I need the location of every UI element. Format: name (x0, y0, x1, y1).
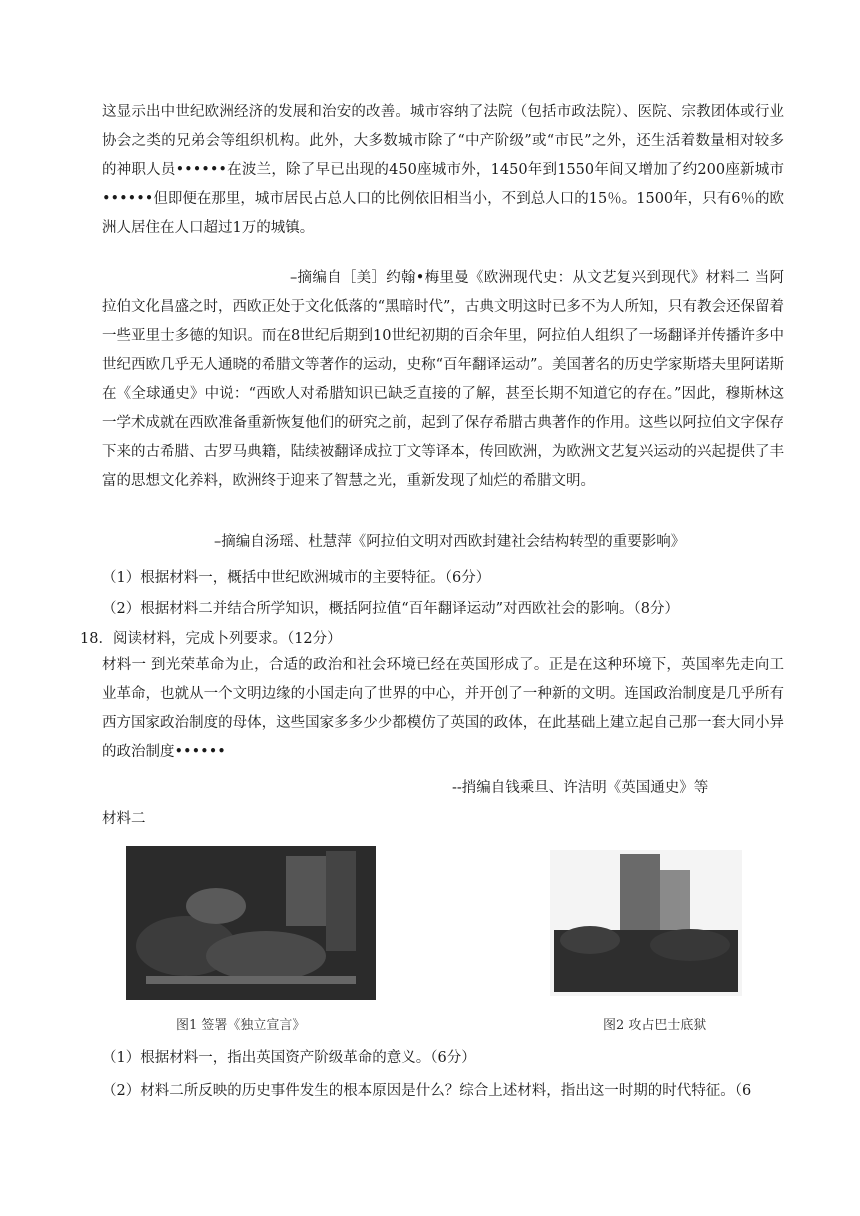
question-17-1: （1）根据材料一，概括中世纪欧洲城市的主要特征。（6分） (102, 570, 491, 586)
question-18-2: （2）材料二所反映的历史事件发生的根本原因是什么？综合上述材料，指出这一时期的时代特征。（6 (102, 1083, 752, 1099)
material-two-label: 材料二 (102, 811, 146, 827)
figure-signing-declaration-image (126, 846, 376, 1000)
figure-storming-bastille-image (550, 850, 742, 996)
question-18-material-one: 材料一 到光荣革命为止，合适的政治和社会环境已经在英国形成了。正是在这种环境下，英国率先走向工业革命，也就从一个文明边缘的小国走向了世界的中心，并开创了一种新的文明。连国政治制度是几乎所有西方国家政治制度的母体，这些国家多多少少都模仿了英国的政体，在此基础上建立起自己那一套大同小异的政治制度•••••• (102, 657, 784, 760)
material-one-paragraph: 这显示出中世纪欧洲经济的发展和治安的改善。城市容纳了法院（包括市政法院）、医院、宗教团体或行业协会之类的兄弟会等组织机构。此外，大多数城市除了“中产阶级”或“市民”之外，还生活着数量相对较多的神职人员••••••在波兰，除了早已出现的450座城市外，1450年到1550年间又增加了约200座新城市••••••但即便在那里，城市居民占总人口的比例依旧相当小，不到总人口的15％。1500年，只有6％的欧洲人居住在人口超过1万的城镇。 (102, 104, 784, 236)
figure-1-caption: 图1 签署《独立宣言》 (176, 1018, 306, 1033)
question-17-2: （2）根据材料二并结合所学知识，概括阿拉值“百年翻译运动”对西欧社会的影响。（8分） (102, 601, 680, 617)
question-18-heading: 18．阅读材料，完成卜列要求。（12分） (80, 631, 342, 647)
question-18-1: （1）根据材料一，指出英国资产阶级革命的意义。（6分） (102, 1050, 476, 1066)
material-two-paragraph: –摘编自［美］约翰•梅里曼《欧洲现代史：从文艺复兴到现代》材料二 当阿拉伯文化昌盛之时，西欧正处于文化低落的“黑暗时代”，古典文明这时已多不为人所知，只有教会还保留着一些亚里士多德的知识。而在8世纪后期到10世纪初期的百余年里，阿拉伯人组织了一场翻译并传播许多中世纪西欧几乎无人通晓的希腊文等著作的运动，史称“百年翻译运动”。美国著名的历史学家斯塔夫里阿诺斯在《全球通史》中说：“西欧人对希腊知识已缺乏直接的了解，甚至长期不知道它的存在。”因此，穆斯林这一学术成就在西欧准备重新恢复他们的研究之前，起到了保存希腊古典著作的作用。这些以阿拉伯文字保存下来的古希腊、古罗马典籍，陆续被翻译成拉丁文等译本，传回欧洲，为欧洲文艺复兴运动的兴起提供了丰富的思想文化养料，欧洲终于迎来了智慧之光，重新发现了灿烂的希腊文明。 (102, 270, 784, 489)
figure-2-caption: 图2 攻占巴士底狱 (603, 1018, 707, 1033)
source-citation-3: --捎编自钱乘旦、许洁明《英国通史》等 (452, 780, 709, 796)
source-citation-2: –摘编自汤瑶、杜慧萍《阿拉伯文明对西欧封建社会结构转型的重要影响》 (214, 534, 686, 550)
